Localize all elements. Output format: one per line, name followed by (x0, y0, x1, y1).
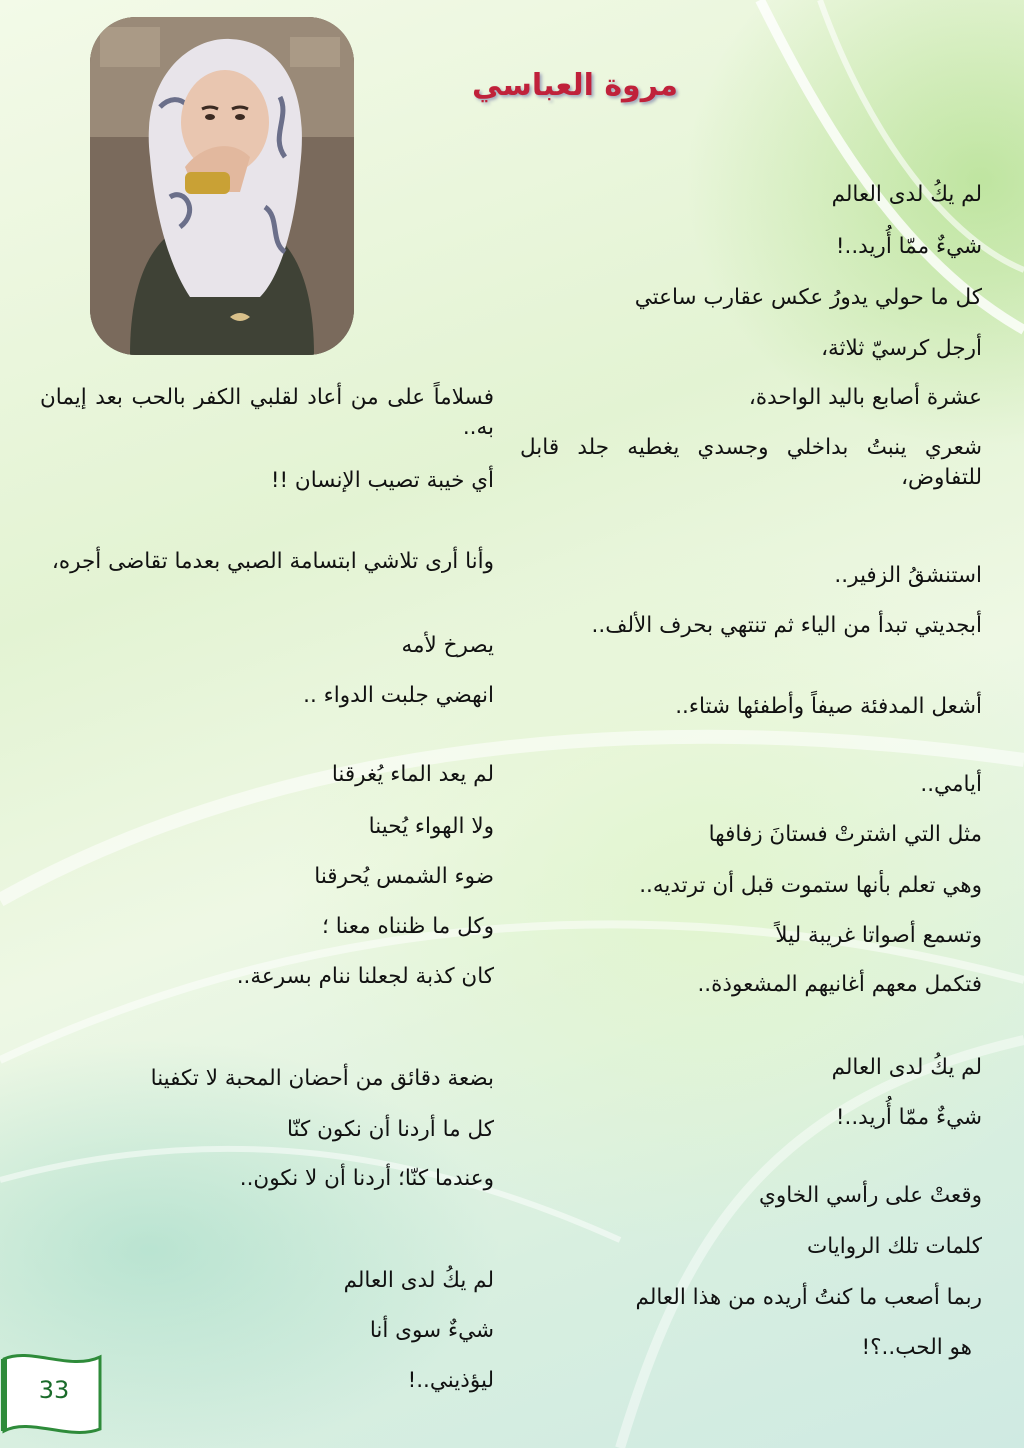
poem-line: يصرخ لأمه (401, 633, 494, 658)
poem-line: هو الحب..؟! (861, 1335, 972, 1360)
poem-line: مثل التي اشترتْ فستانَ زفافها (708, 822, 982, 847)
poem-line: وهي تعلم بأنها ستموت قبل أن ترتديه.. (639, 873, 982, 898)
poem-line: وكل ما ظنناه معنا ؛ (322, 914, 494, 939)
page-number: 33 (38, 1376, 70, 1404)
poem-line: أيامي.. (920, 772, 982, 797)
poem-line: كلمات تلك الروايات (807, 1234, 982, 1259)
poem-line: شعري ينبتُ بداخلي وجسدي يغطيه جلد قابل للتفاوض، (520, 435, 982, 490)
poem-line: ليؤذيني..! (407, 1368, 494, 1393)
poem-line: استنشقُ الزفير.. (834, 563, 982, 588)
poem-line: أي خيبة تصيب الإنسان !! (270, 468, 494, 493)
poem-line: عشرة أصابع باليد الواحدة، (748, 385, 982, 410)
poem-line: كل ما أردنا أن نكون كنّا (286, 1117, 494, 1142)
author-name-title: مروة العباسي (472, 68, 678, 103)
poem-line: لم يكُ لدى العالم (343, 1268, 494, 1293)
poem-line: شيءٌ ممّا أُريد..! (835, 1105, 982, 1130)
poem-line: أشعل المدفئة صيفاً وأطفئها شتاء.. (675, 694, 982, 719)
poem-line: انهضي جلبت الدواء .. (303, 683, 494, 708)
poem-line: ولا الهواء يُحينا (368, 814, 494, 839)
poem-line: كان كذبة لجعلنا ننام بسرعة.. (236, 964, 494, 989)
poem-line: وأنا أرى تلاشي ابتسامة الصبي بعدما تقاضى أجره، (51, 549, 494, 574)
poem-line: أبجديتي تبدأ من الياء ثم تنتهي بحرف الألف.. (591, 613, 982, 638)
poem-line: لم يكُ لدى العالم (831, 182, 982, 207)
poem-line: بضعة دقائق من أحضان المحبة لا تكفينا (150, 1066, 494, 1091)
poem-line: ضوء الشمس يُحرقنا (314, 864, 494, 889)
poem-line: وقعتْ على رأسي الخاوي (759, 1183, 982, 1208)
poem-line: كل ما حولي يدورُ عكس عقارب ساعتي (634, 285, 982, 310)
poem-line: شيءٌ ممّا أُريد..! (835, 234, 982, 259)
poem-line: شيءٌ سوى أنا (369, 1318, 494, 1343)
poem-line: لم يكُ لدى العالم (831, 1055, 982, 1080)
poem-right-column (520, 0, 982, 1448)
poem-line: فسلاماً على من أعاد لقلبي الكفر بالحب بعد إيمان به.. (40, 385, 494, 440)
poem-left-column (40, 0, 494, 1448)
poem-line: وعندما كنّا؛ أردنا أن لا نكون.. (239, 1166, 494, 1191)
poem-line: ربما أصعب ما كنتُ أريده من هذا العالم (635, 1285, 982, 1310)
poem-line: فتكمل معهم أغانيهم المشعوذة.. (697, 972, 982, 997)
poem-line: أرجل كرسيّ ثلاثة، (821, 336, 982, 361)
poem-line: لم يعد الماء يُغرقنا (331, 762, 494, 787)
poem-line: وتسمع أصواتا غريبة ليلاً (775, 923, 982, 948)
